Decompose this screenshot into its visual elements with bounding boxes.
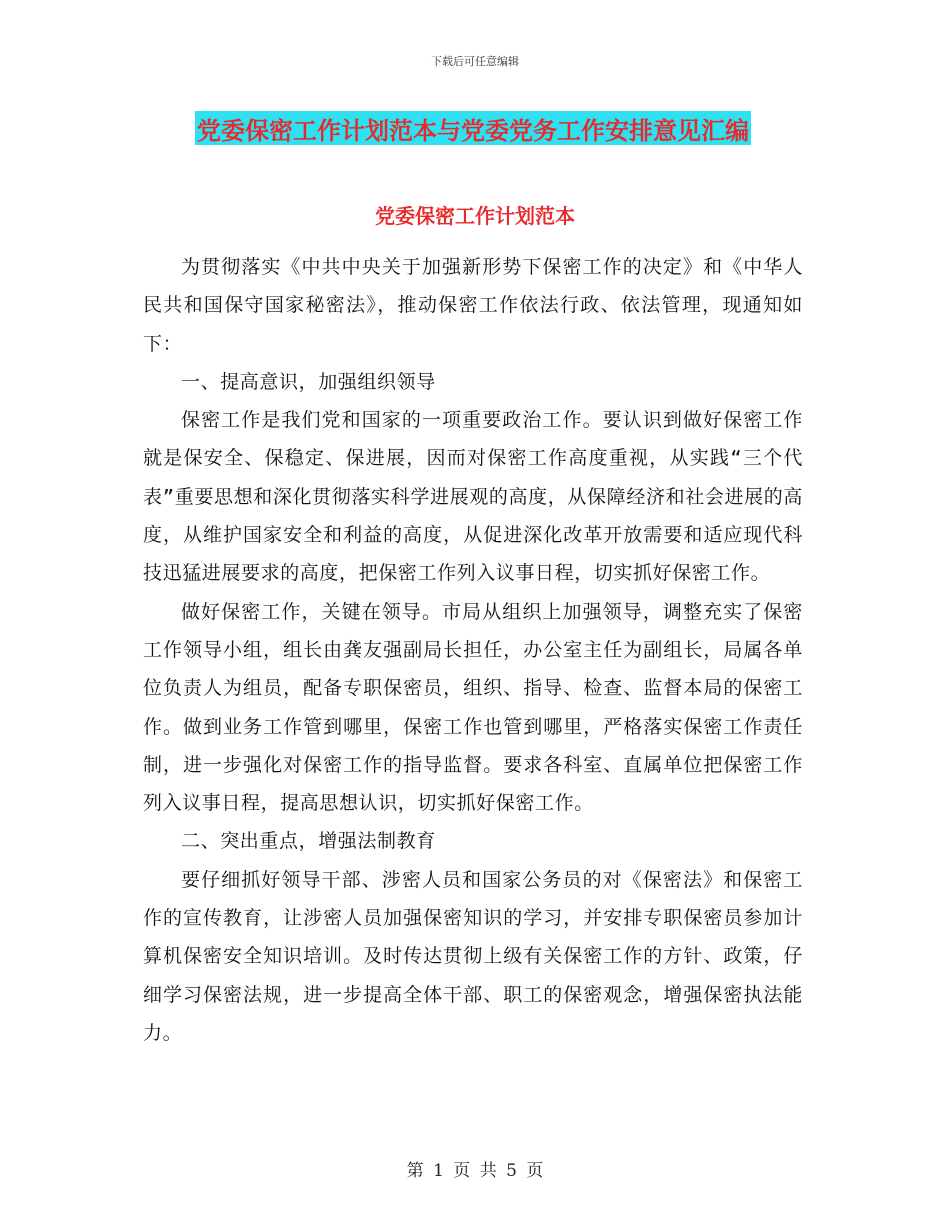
paragraph-1: 保密工作是我们党和国家的一项重要政治工作。要认识到做好保密工作就是保安全、保稳定、保进展，因而对保密工作高度重视，从实践“三个代表”重要思想和深化贯彻落实科学进展观的高度，从保障经济和社会进展的高度，从维护国家安全和利益的高度，从促进深化改革开放需要和适应现代科技迅猛进展要求的高度，把保密工作列入议事日程，切实抓好保密工作。 — [143, 409, 803, 585]
paragraph-3: 要仔细抓好领导干部、涉密人员和国家公务员的对《保密法》和保密工作的宣传教育，让涉密人员加强保密知识的学习，并安排专职保密员参加计算机保密安全知识培训。及时传达贯彻上级有关保密工作的方针、政策，仔细学习保密法规，进一步提高全体干部、职工的保密观念，增强保密执法能力。 — [143, 868, 803, 1044]
document-body — [143, 248, 803, 1052]
heading-1: 一、提高意识，加强组织领导 — [181, 370, 436, 393]
paragraph-intro: 为贯彻落实《中共中央关于加强新形势下保密工作的决定》和《中华人民共和国保守国家秘密法》，推动保密工作依法行政、依法管理，现通知如下： — [143, 256, 803, 355]
paragraph-2: 做好保密工作，关键在领导。市局从组织上加强领导，调整充实了保密工作领导小组，组长由龚友强副局长担任，办公室主任为副组长，局属各单位负责人为组员，配备专职保密员，组织、指导、检查、监督本局的保密工作。做到业务工作管到哪里，保密工作也管到哪里，严格落实保密工作责任制，进一步强化对保密工作的指导监督。要求各科室、直属单位把保密工作列入议事日程，提高思想认识，切实抓好保密工作。 — [143, 600, 803, 815]
page-number-footer: 第 1 页 共 5 页 — [406, 1161, 544, 1181]
main-title-highlight — [195, 111, 751, 145]
heading-2: 二、突出重点，增强法制教育 — [181, 830, 436, 853]
header-note: 下载后可任意编辑 — [431, 55, 519, 68]
main-title: 党委保密工作计划范本与党委党务工作安排意见汇编 — [197, 115, 749, 145]
section-title: 党委保密工作计划范本 — [375, 204, 575, 228]
